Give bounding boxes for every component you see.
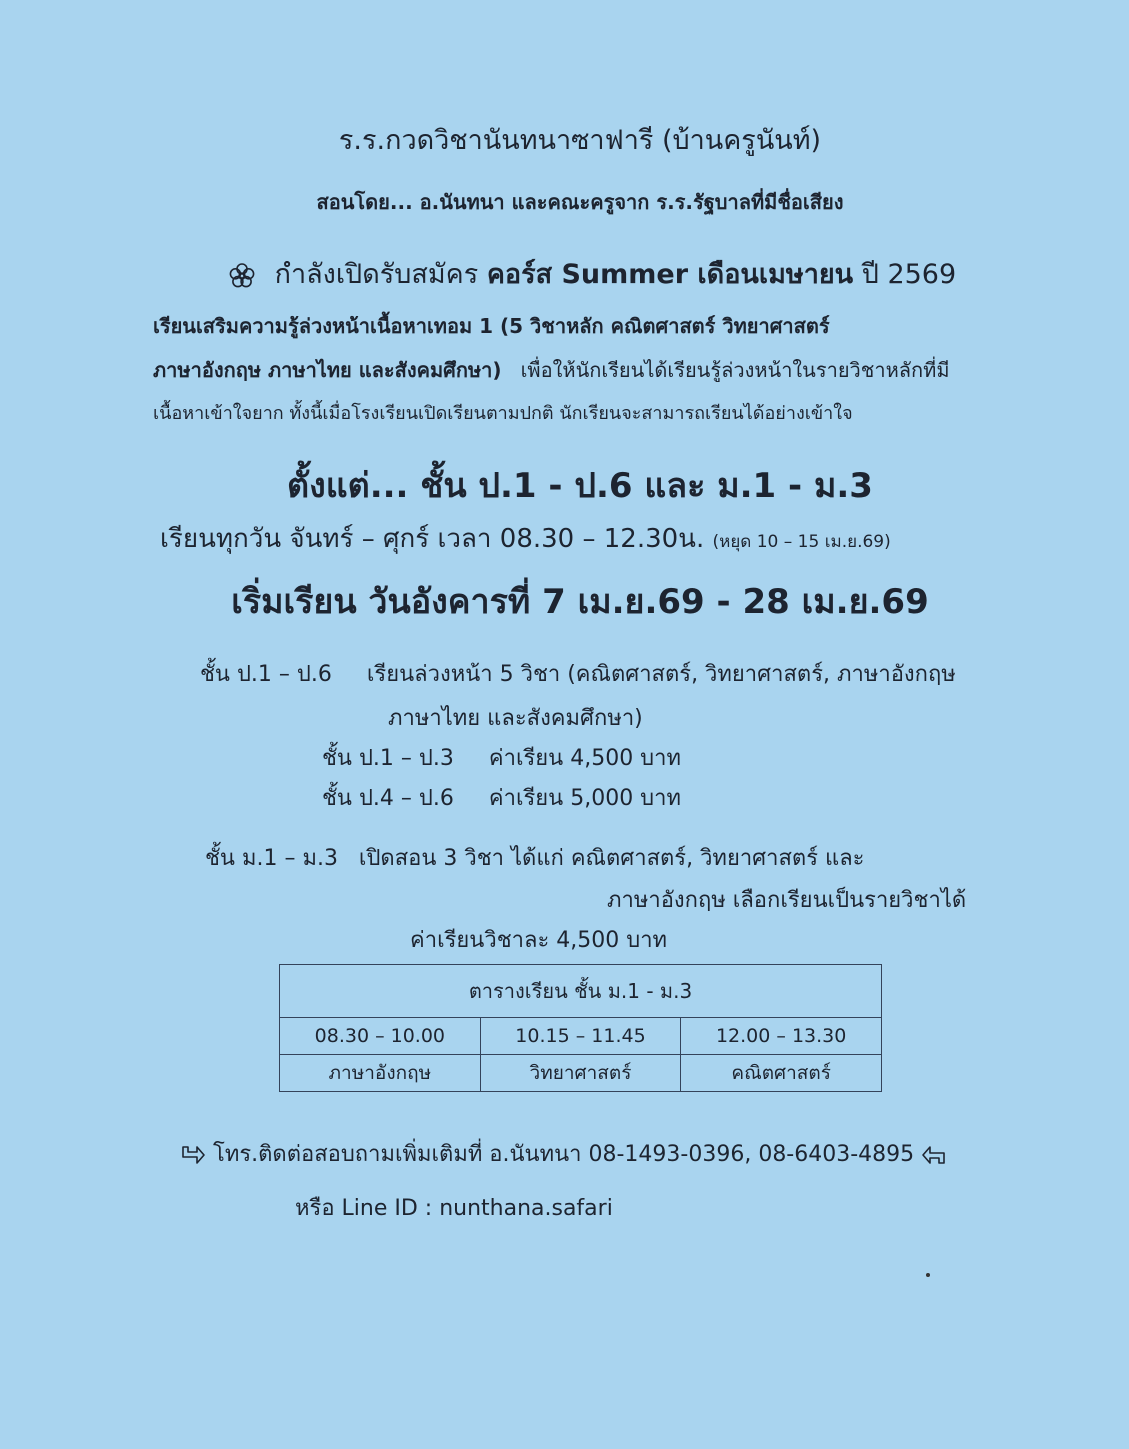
grade-levels: ตั้งแต่... ชั้น ป.1 - ป.6 และ ม.1 - ม.3 bbox=[287, 466, 873, 506]
timetable-subject-cell: คณิตศาสตร์ bbox=[681, 1055, 882, 1092]
line-id: หรือ Line ID : nunthana.safari bbox=[295, 1196, 613, 1221]
timetable-title: ตารางเรียน ชั้น ม.1 - ม.3 bbox=[280, 965, 882, 1018]
primary-fee-row bbox=[322, 780, 681, 815]
course-announcement bbox=[228, 252, 956, 295]
timetable-subject-cell: ภาษาอังกฤษ bbox=[280, 1055, 481, 1092]
secondary-section-header bbox=[205, 840, 865, 875]
description-line-3: เนื้อหาเข้าใจยาก ทั้งนี้เมื่อโรงเรียนเปิดเรียนตามปกติ นักเรียนจะสามารถเรียนได้อย่างเข้าใจ bbox=[153, 403, 853, 424]
contact-line bbox=[180, 1136, 947, 1171]
start-date: เริ่มเรียน วันอังคารที่ 7 เม.ย.69 - 28 เม.ย.69 bbox=[231, 582, 929, 622]
speck bbox=[926, 1273, 930, 1277]
description-line-2-bold: ภาษาอังกฤษ ภาษาไทย และสังคมศึกษา) bbox=[153, 358, 502, 382]
description-line-2 bbox=[153, 354, 950, 386]
fee-level: ชั้น ป.4 – ป.6 bbox=[322, 786, 454, 811]
primary-level: ชั้น ป.1 – ป.6 bbox=[200, 662, 332, 687]
fee-amount: ค่าเรียน 4,500 บาท bbox=[488, 746, 681, 771]
schedule-days-text: เรียนทุกวัน จันทร์ – ศุกร์ เวลา 08.30 – 12.30น. bbox=[160, 524, 705, 554]
secondary-subjects-cont: ภาษาอังกฤษ เลือกเรียนเป็นรายวิชาได้ bbox=[607, 888, 967, 913]
description-line-2-rest: เพื่อให้นักเรียนได้เรียนรู้ล่วงหน้าในรายวิชาหลักที่มี bbox=[520, 358, 950, 382]
fee-level: ชั้น ป.1 – ป.3 bbox=[322, 746, 454, 771]
contact-text: โทร.ติดต่อสอบถามเพิ่มเติมที่ อ.นันทนา 08-1493-0396, 08-6403-4895 bbox=[213, 1142, 915, 1167]
hook-arrow-left-icon bbox=[921, 1142, 947, 1168]
hook-arrow-right-icon bbox=[180, 1142, 206, 1168]
timetable-subject-cell: วิทยาศาสตร์ bbox=[480, 1055, 681, 1092]
description-line-1: เรียนเสริมความรู้ล่วงหน้าเนื้อหาเทอม 1 (5 วิชาหลัก คณิตศาสตร์ วิทยาศาสตร์ bbox=[153, 314, 830, 338]
schedule-days bbox=[160, 518, 891, 559]
holiday-note: (หยุด 10 – 15 เม.ย.69) bbox=[712, 532, 891, 552]
primary-subjects: เรียนล่วงหน้า 5 วิชา (คณิตศาสตร์, วิทยาศาสตร์, ภาษาอังกฤษ bbox=[366, 662, 956, 687]
timetable-times-row bbox=[280, 1018, 882, 1055]
timetable-time-cell: 12.00 – 13.30 bbox=[681, 1018, 882, 1055]
course-name: คอร์ส Summer เดือนเมษายน bbox=[486, 259, 854, 290]
fee-amount: ค่าเรียน 5,000 บาท bbox=[488, 786, 681, 811]
secondary-fee: ค่าเรียนวิชาละ 4,500 บาท bbox=[410, 928, 668, 953]
primary-subjects-cont: ภาษาไทย และสังคมศึกษา) bbox=[388, 706, 643, 731]
primary-fee-row bbox=[322, 740, 681, 775]
timetable-time-cell: 10.15 – 11.45 bbox=[480, 1018, 681, 1055]
course-year: ปี 2569 bbox=[861, 259, 957, 290]
primary-section-header bbox=[200, 656, 956, 691]
teachers-line: สอนโดย... อ.นันทนา และคณะครูจาก ร.ร.รัฐบาลที่มีชื่อเสียง bbox=[316, 190, 844, 214]
secondary-level: ชั้น ม.1 – ม.3 bbox=[205, 846, 338, 871]
timetable-title-row bbox=[280, 965, 882, 1018]
timetable-subjects-row bbox=[280, 1055, 882, 1092]
opening-text: กำลังเปิดรับสมัคร bbox=[274, 259, 479, 290]
timetable bbox=[279, 964, 882, 1092]
timetable-time-cell: 08.30 – 10.00 bbox=[280, 1018, 481, 1055]
school-name: ร.ร.กวดวิชานันทนาซาฟารี (บ้านครูนันท์) bbox=[338, 125, 822, 156]
secondary-subjects: เปิดสอน 3 วิชา ได้แก่ คณิตศาสตร์, วิทยาศาสตร์ และ bbox=[358, 846, 865, 871]
flower-icon bbox=[228, 262, 256, 290]
